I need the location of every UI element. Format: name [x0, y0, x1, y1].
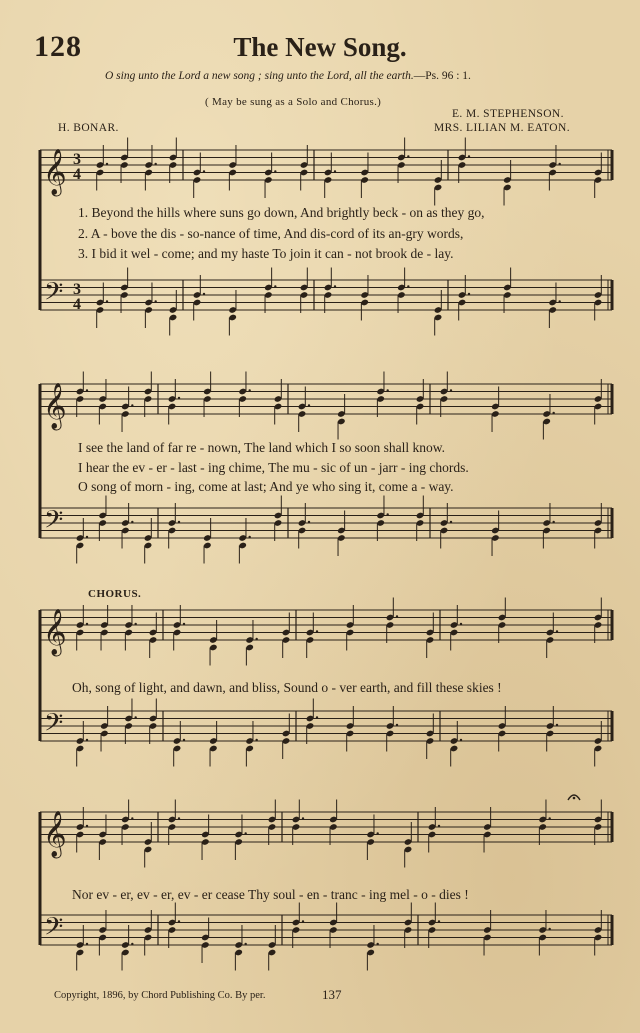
dot	[386, 389, 388, 391]
dot	[396, 615, 398, 617]
time-signature-top: 3	[73, 281, 81, 298]
lyric-verse-3-line-2: O song of morn - ing, come at last; And ye who sing it, come a - way.	[78, 479, 454, 494]
dot	[131, 404, 133, 406]
lyric-verse-1-line-2: I see the land of far re - nown, The land which I so soon shall know.	[78, 440, 446, 455]
dot	[248, 389, 250, 391]
dot	[316, 716, 318, 718]
dot	[106, 163, 108, 165]
dot	[274, 170, 276, 172]
dot	[178, 920, 180, 922]
dot	[556, 724, 558, 726]
dot	[308, 521, 310, 523]
dot	[131, 943, 133, 945]
bass-clef: 𝄢	[44, 708, 64, 744]
lyric-verse-1-line-1: 1. Beyond the hills where suns go down, And brightly beck - on as they go,	[78, 205, 485, 220]
dot	[248, 536, 250, 538]
dot	[255, 638, 257, 640]
arranger-credit: MRS. LILIAN M. EATON.	[434, 122, 570, 134]
dot	[86, 943, 88, 945]
treble-clef: 𝄞	[43, 609, 67, 655]
dot	[178, 397, 180, 399]
dot	[274, 285, 276, 287]
dot	[316, 630, 318, 632]
dot	[438, 825, 440, 827]
dot	[183, 623, 185, 625]
bass-clef: 𝄢	[44, 277, 64, 313]
treble-clef: 𝄞	[43, 149, 67, 195]
dot	[548, 928, 550, 930]
dot	[203, 293, 205, 295]
lyric-chorus-line-2: Nor ev - er, ev - er, ev - er cease Thy soul - en - tranc - ing mel - o - dies !	[72, 887, 469, 902]
dot	[468, 293, 470, 295]
bass-clef: 𝄢	[44, 912, 64, 948]
dot	[131, 817, 133, 819]
dot	[86, 536, 88, 538]
dot	[302, 920, 304, 922]
copyright-notice: Copyright, 1896, by Chord Publishing Co. By per.	[54, 990, 266, 1001]
lyric-verse-3-line-1: 3. I bid it wel - come; and my haste To join it can - not brook de - lay.	[78, 246, 454, 261]
chorus-label: CHORUS.	[88, 588, 142, 600]
composer-credit: E. M. STEPHENSON.	[452, 108, 564, 120]
dot	[407, 155, 409, 157]
treble-clef: 𝄞	[43, 811, 67, 857]
dot	[450, 521, 452, 523]
lyric-verse-2-line-1: 2. A - bove the dis - so-nance of time, And dis-cord of its an-gry words,	[78, 226, 464, 241]
dot	[552, 521, 554, 523]
time-signature-bottom: 4	[73, 296, 81, 313]
dot	[106, 300, 108, 302]
dot	[460, 623, 462, 625]
dot	[131, 521, 133, 523]
hymn-title: The New Song.	[233, 32, 407, 62]
dot	[86, 623, 88, 625]
dot	[134, 716, 136, 718]
epigraph-text: O sing unto the Lord a new song ; sing unto the Lord, all the earth.	[105, 70, 414, 82]
dot	[460, 739, 462, 741]
dot	[548, 817, 550, 819]
dot	[407, 285, 409, 287]
bass-clef: 𝄢	[44, 505, 64, 541]
dot	[86, 389, 88, 391]
dot	[203, 170, 205, 172]
lyric-chorus-line-1: Oh, song of light, and dawn, and bliss, Sound o - ver earth, and fill these skies !	[72, 680, 502, 695]
dot	[178, 817, 180, 819]
dot	[450, 389, 452, 391]
dot	[386, 513, 388, 515]
performance-note: ( May be sung as a Solo and Chorus.)	[205, 96, 382, 108]
dot	[134, 623, 136, 625]
author-credit: H. BONAR.	[58, 122, 119, 134]
dot	[255, 739, 257, 741]
dot	[154, 163, 156, 165]
dot	[334, 285, 336, 287]
epigraph-reference: —Ps. 96 : 1.	[413, 70, 471, 82]
dot	[86, 739, 88, 741]
dot	[552, 412, 554, 414]
dot	[438, 920, 440, 922]
dot	[183, 739, 185, 741]
dot	[244, 943, 246, 945]
page-number: 137	[322, 987, 342, 1002]
dot	[556, 630, 558, 632]
time-signature-top: 3	[73, 151, 81, 168]
dot	[558, 163, 560, 165]
lyric-verse-2-line-2: I hear the ev - er - last - ing chime, The mu - sic of un - jarr - ing chords.	[78, 460, 469, 475]
dot	[178, 521, 180, 523]
fermata-dot	[573, 797, 576, 800]
treble-clef: 𝄞	[43, 383, 67, 429]
dot	[302, 817, 304, 819]
dot	[468, 155, 470, 157]
dot	[154, 300, 156, 302]
hymn-number: 128	[34, 30, 82, 63]
dot	[334, 170, 336, 172]
dot	[396, 724, 398, 726]
dot	[244, 832, 246, 834]
time-signature-bottom: 4	[73, 166, 81, 183]
dot	[308, 404, 310, 406]
dot	[558, 300, 560, 302]
dot	[86, 825, 88, 827]
dot	[376, 943, 378, 945]
dot	[376, 832, 378, 834]
